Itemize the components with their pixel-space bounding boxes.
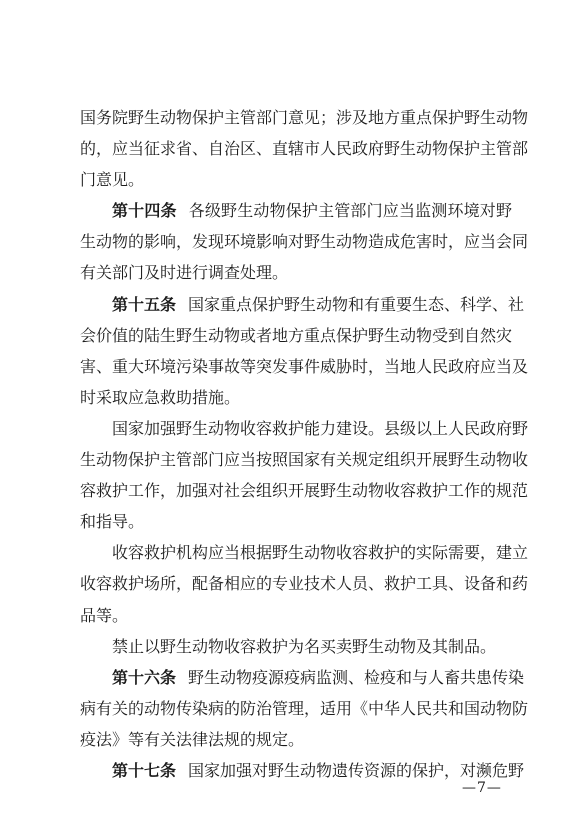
text-line: 收容救护机构应当根据野生动物收容救护的实际需要，建立 <box>112 543 529 563</box>
text-line: 品等。 <box>80 605 129 625</box>
text-line: 疫法》等有关法律法规的规定。 <box>80 729 305 749</box>
article-16-label: 第十六条 <box>112 667 177 687</box>
text-line: 国务院野生动物保护主管部门意见；涉及地方重点保护野生动物 <box>80 108 529 127</box>
text-line: 时采取应急救助措施。 <box>80 387 241 407</box>
article-15-text: 国家重点保护野生动物和有重要生态、科学、社 <box>188 294 525 314</box>
text-line: 会价值的陆生野生动物或者地方重点保护野生动物受到自然灾 <box>80 325 513 345</box>
text-line: 病有关的动物传染病的防治管理，适用《中华人民共和国动物防 <box>80 698 529 718</box>
text-line: 和指导。 <box>80 512 145 532</box>
article-14-text: 各级野生动物保护主管部门应当监测环境对野 <box>188 201 512 221</box>
article-14-label: 第十四条 <box>112 201 177 221</box>
document-body <box>80 102 529 786</box>
text-line: 有关部门及时进行调查处理。 <box>80 263 289 283</box>
text-line: 收容救护场所，配备相应的专业技术人员、救护工具、设备和药 <box>80 574 529 594</box>
article-14-first-line <box>80 195 512 226</box>
text-line: 的，应当征求省、自治区、直辖市人民政府野生动物保护主管部 <box>80 139 529 159</box>
text-line: 生动物保护主管部门应当按照国家有关规定组织开展野生动物收 <box>80 450 529 470</box>
article-15-label: 第十五条 <box>112 294 177 314</box>
article-17-label: 第十七条 <box>112 760 177 780</box>
text-line: 禁止以野生动物收容救护为名买卖野生动物及其制品。 <box>112 636 497 656</box>
text-line: 国家加强野生动物收容救护能力建设。县级以上人民政府野 <box>112 418 529 438</box>
article-15-first-line <box>80 289 525 320</box>
article-16-text: 野生动物疫源疫病监测、检疫和与人畜共患传染 <box>188 667 525 687</box>
page-number: —7— <box>462 780 502 796</box>
article-16-first-line <box>80 662 525 693</box>
text-line: 害、重大环境污染事故等突发事件威胁时，当地人民政府应当及 <box>80 356 529 376</box>
article-17-first-line <box>80 755 525 786</box>
text-line: 容救护工作，加强对社会组织开展野生动物收容救护工作的规范 <box>80 481 529 501</box>
text-line: 门意见。 <box>80 170 145 190</box>
article-17-text: 国家加强对野生动物遗传资源的保护，对濒危野 <box>188 760 525 780</box>
text-line: 生动物的影响，发现环境影响对野生动物造成危害时，应当会同 <box>80 232 529 252</box>
